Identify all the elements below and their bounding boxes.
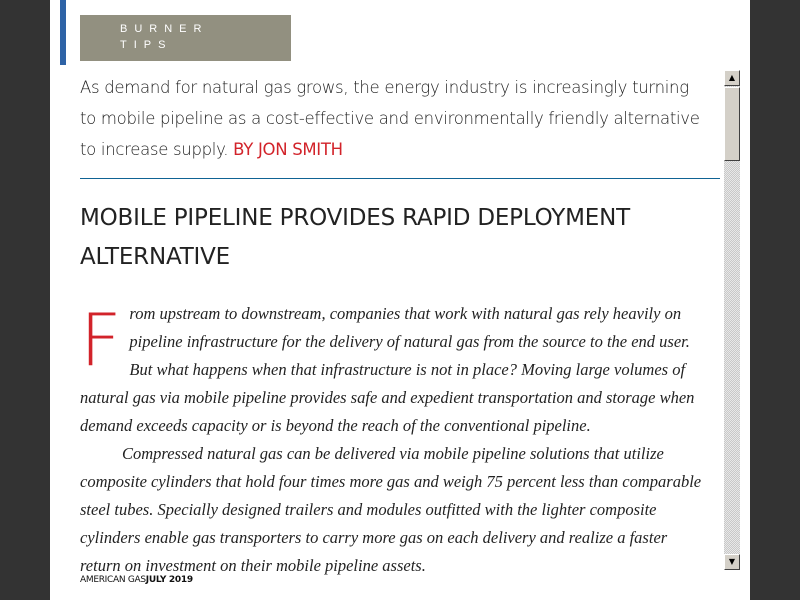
byline: BY JON SMITH [233, 140, 343, 159]
body-paragraph [80, 300, 710, 440]
arrow-up-icon: ▲ [728, 73, 736, 82]
footer-publication: AMERICAN GAS [80, 575, 146, 585]
article-body [80, 300, 710, 580]
accent-bar [60, 0, 66, 65]
divider-rule [80, 178, 720, 179]
document-page [50, 0, 750, 600]
scroll-down-button[interactable] [724, 554, 740, 570]
body-paragraph: Compressed natural gas can be delivered via mobile pipeline solutions that utilize composite cylinders that hold four times more gas and weigh 75 percent less than comparable steel tubes. Specially designed trailers and modules outfitted with the lighter composite cylinders enable gas transporters to carry more gas on each delivery and realize a faster return on investment on their mobile pipeline assets. [80, 444, 702, 575]
section-label-line1: BURNER [120, 23, 209, 35]
arrow-down-icon: ▼ [728, 557, 736, 566]
section-label [80, 15, 291, 61]
section-label-line2: TIPS [120, 39, 173, 51]
paragraph-1-text: rom upstream to downstream, companies that work with natural gas rely heavily on pipeline infrastructure for the delivery of natural gas from the source to the end user. But what happens when that infrastructure is not in place? Moving large volumes of natural gas via mobile pipeline provides safe and expedient transportation and storage when demand exceeds capacity or is beyond the reach of the conventional pipeline. [80, 304, 695, 435]
article-deck [80, 72, 700, 165]
drop-cap: F [80, 298, 122, 382]
page-footer [80, 575, 720, 600]
article-headline: MOBILE PIPELINE PROVIDES RAPID DEPLOYMENT ALTERNATIVE [80, 205, 630, 270]
scroll-up-button[interactable] [724, 70, 740, 86]
footer-issue: JULY 2019 [145, 575, 193, 585]
vertical-scrollbar[interactable] [724, 70, 740, 570]
scrollbar-thumb[interactable] [724, 87, 740, 161]
deck-text: As demand for natural gas grows, the energy industry is increasingly turning to mobile pipeline as a cost-effective and environmentally friendly alternative to increase supply. [80, 78, 700, 159]
